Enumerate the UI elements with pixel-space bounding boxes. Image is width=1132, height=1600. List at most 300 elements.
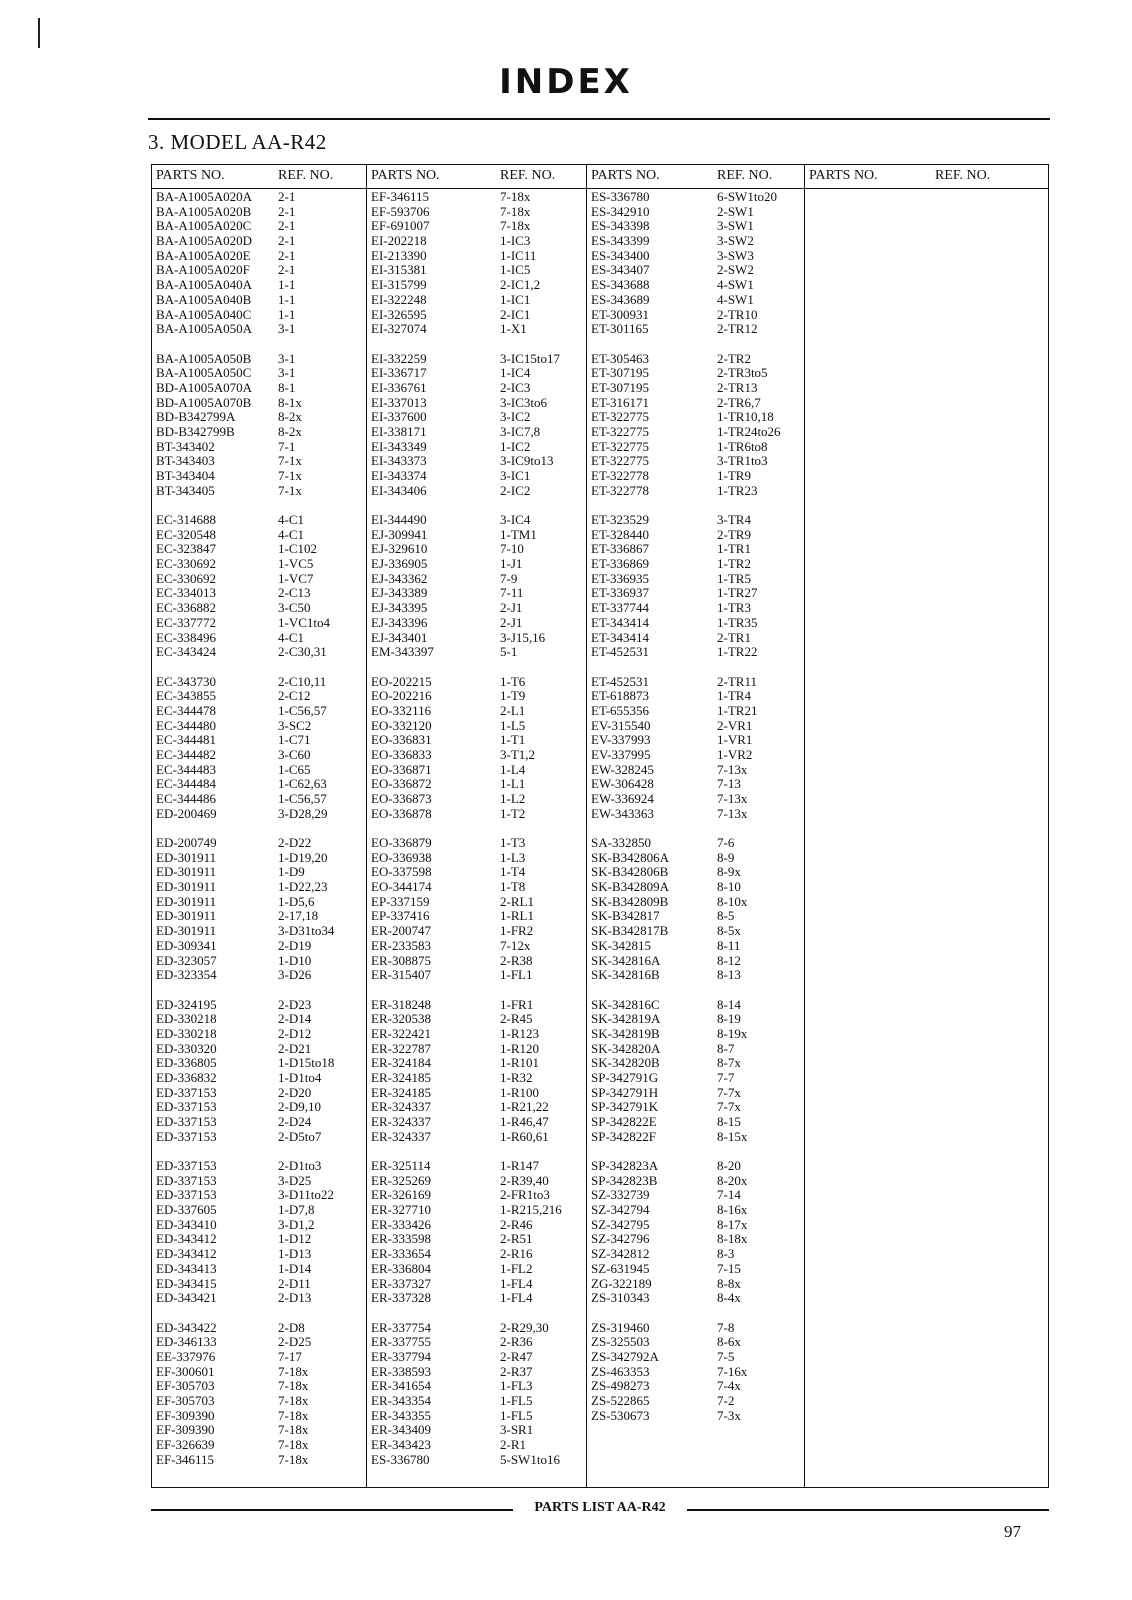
ref-no: 1-R100 xyxy=(500,1084,539,1100)
parts-no: EC-314688 xyxy=(156,512,216,527)
parts-row xyxy=(367,1027,586,1042)
parts-row xyxy=(152,880,366,895)
ref-no: 8-6x xyxy=(717,1334,741,1350)
parts-no: ED-337153 xyxy=(156,1114,217,1129)
column-header xyxy=(367,165,586,189)
parts-row xyxy=(587,322,804,337)
footer-label: PARTS LIST AA-R42 xyxy=(534,1500,666,1515)
parts-row xyxy=(367,601,586,616)
parts-no-header: PARTS NO. xyxy=(591,168,660,183)
parts-no: SK-342816A xyxy=(591,952,661,968)
ref-no: 7-13x xyxy=(717,805,748,821)
parts-no: EI-322248 xyxy=(371,291,427,307)
parts-group xyxy=(367,190,586,337)
parts-no: ZS-530673 xyxy=(591,1407,650,1423)
parts-row xyxy=(152,234,366,249)
ref-no: 7-18x xyxy=(500,218,531,234)
ref-no: 8-13 xyxy=(717,967,741,983)
parts-no: EJ-343389 xyxy=(371,585,428,601)
ref-no: 1-VR1 xyxy=(717,732,753,748)
parts-row xyxy=(152,807,366,822)
ref-no: 7-1x xyxy=(278,468,302,483)
parts-no: BD-A1005A070B xyxy=(156,394,252,410)
parts-group xyxy=(367,675,586,822)
ref-no: 7-1x xyxy=(278,453,302,469)
ref-no: 2-TR1 xyxy=(717,629,751,645)
parts-group xyxy=(367,352,586,499)
parts-no: SP-342823A xyxy=(591,1158,659,1173)
parts-row xyxy=(367,425,586,440)
parts-row xyxy=(367,1291,586,1306)
parts-row xyxy=(367,308,586,323)
parts-no: SK-B342809B xyxy=(591,893,669,909)
parts-no: SP-342791K xyxy=(591,1099,659,1115)
ref-no: 2-R38 xyxy=(500,952,533,968)
column-header xyxy=(805,165,1048,189)
parts-no: EO-202215 xyxy=(371,673,432,689)
parts-column-1 xyxy=(152,165,366,1487)
ref-no: 2-FR1to3 xyxy=(500,1187,550,1203)
ref-no: 3-1 xyxy=(278,365,296,381)
parts-no: ES-343398 xyxy=(591,218,650,234)
parts-no: SK-B342806B xyxy=(591,864,669,880)
ref-no: 8-15 xyxy=(717,1114,741,1129)
ref-no: 2-J1 xyxy=(500,600,523,616)
parts-row xyxy=(152,748,366,763)
ref-no: 1-R120 xyxy=(500,1040,539,1056)
parts-no: ER-318248 xyxy=(371,996,431,1012)
parts-no: EI-344490 xyxy=(371,512,427,527)
parts-no: EJ-343395 xyxy=(371,600,428,616)
ref-no: 1-X1 xyxy=(500,321,527,337)
ref-no: 8-7x xyxy=(717,1055,741,1071)
parts-row xyxy=(152,190,366,205)
parts-row xyxy=(367,1365,586,1380)
parts-no: ER-308875 xyxy=(371,952,431,968)
ref-no: 2-TR10 xyxy=(717,306,758,322)
parts-no: ET-322778 xyxy=(591,482,650,498)
ref-no: 1-D1to4 xyxy=(278,1069,322,1085)
parts-group xyxy=(367,998,586,1145)
ref-no: 1-R60,61 xyxy=(500,1128,549,1144)
ref-no: 2-1 xyxy=(278,247,296,263)
parts-row xyxy=(152,1232,366,1247)
ref-no: 1-J1 xyxy=(500,556,523,572)
ref-no: 1-FL4 xyxy=(500,1275,533,1291)
ref-no: 1-TR6to8 xyxy=(717,438,768,454)
ref-no: 8-11 xyxy=(717,937,741,953)
parts-row xyxy=(367,1218,586,1233)
ref-no: 5-1 xyxy=(500,644,518,660)
parts-no: ET-316171 xyxy=(591,394,650,410)
ref-no-header: REF. NO. xyxy=(935,168,991,183)
parts-row xyxy=(367,205,586,220)
parts-row xyxy=(587,1115,804,1130)
ref-no: 2-RL1 xyxy=(500,893,534,909)
ref-no: 2-R1 xyxy=(500,1437,526,1452)
parts-row xyxy=(587,542,804,557)
parts-row xyxy=(152,1291,366,1306)
ref-no: 3-SC2 xyxy=(278,717,312,733)
ref-no: 2-R47 xyxy=(500,1348,533,1364)
ref-no: 1-IC2 xyxy=(500,438,531,454)
parts-no: EO-336871 xyxy=(371,761,432,777)
parts-row xyxy=(152,513,366,528)
parts-row xyxy=(152,469,366,484)
section-heading: 3. MODEL AA-R42 xyxy=(148,130,327,154)
parts-no: EC-344484 xyxy=(156,776,216,792)
parts-no: BA-A1005A020D xyxy=(156,233,253,249)
parts-row xyxy=(152,572,366,587)
parts-row xyxy=(367,807,586,822)
parts-row xyxy=(587,689,804,704)
parts-row xyxy=(587,572,804,587)
parts-row xyxy=(587,1188,804,1203)
ref-no: 3-T1,2 xyxy=(500,746,536,762)
parts-row xyxy=(587,278,804,293)
ref-no: 3-IC3to6 xyxy=(500,394,547,410)
parts-row xyxy=(587,396,804,411)
parts-no: ES-342910 xyxy=(591,203,650,219)
ref-no: 2-IC1,2 xyxy=(500,277,541,293)
parts-row xyxy=(367,586,586,601)
parts-no: EF-691007 xyxy=(371,218,430,234)
ref-no: 2-IC2 xyxy=(500,482,531,498)
parts-no: ES-336780 xyxy=(591,189,650,204)
parts-row xyxy=(152,322,366,337)
parts-no: ED-337153 xyxy=(156,1187,217,1203)
parts-no: ER-333426 xyxy=(371,1216,431,1232)
parts-row xyxy=(367,880,586,895)
ref-no: 2-C12 xyxy=(278,688,311,704)
scan-mark xyxy=(38,18,40,48)
parts-row xyxy=(367,1247,586,1262)
ref-no: 1-FL3 xyxy=(500,1378,533,1394)
parts-row xyxy=(587,557,804,572)
ref-no: 1-L2 xyxy=(500,791,526,806)
parts-no: EC-343424 xyxy=(156,644,216,660)
parts-no: BA-A1005A040B xyxy=(156,291,252,307)
parts-row xyxy=(367,954,586,969)
parts-row xyxy=(587,1218,804,1233)
ref-no: 7-15 xyxy=(717,1260,741,1276)
ref-no: 8-16x xyxy=(717,1202,748,1218)
parts-no: ER-324337 xyxy=(371,1099,431,1115)
parts-row xyxy=(367,748,586,763)
parts-no: EO-344174 xyxy=(371,879,432,895)
parts-row xyxy=(587,998,804,1013)
parts-no: ET-300931 xyxy=(591,306,650,322)
parts-row xyxy=(367,1409,586,1424)
ref-no: 7-10 xyxy=(500,541,524,557)
ref-no: 3-D25 xyxy=(278,1172,312,1188)
parts-row xyxy=(367,1453,586,1468)
parts-row xyxy=(367,675,586,690)
parts-row xyxy=(587,777,804,792)
ref-no: 3-SW3 xyxy=(717,247,754,263)
parts-no: EI-327074 xyxy=(371,321,427,337)
parts-no: ED-343410 xyxy=(156,1216,217,1232)
parts-no: EJ-343401 xyxy=(371,629,428,645)
parts-no: ER-200747 xyxy=(371,923,431,939)
ref-no: 1-C102 xyxy=(278,541,317,557)
parts-row xyxy=(152,792,366,807)
parts-row xyxy=(367,352,586,367)
parts-row xyxy=(587,440,804,455)
parts-row xyxy=(587,909,804,924)
parts-no: EC-338496 xyxy=(156,629,216,645)
ref-no: 7-4x xyxy=(717,1378,741,1394)
parts-no-header: PARTS NO. xyxy=(156,168,225,183)
ref-no: 2-D8 xyxy=(278,1319,305,1335)
parts-no: BA-A1005A050A xyxy=(156,321,253,337)
ref-no: 2-C13 xyxy=(278,585,311,601)
parts-no: EV-315540 xyxy=(591,717,651,733)
ref-no: 3-IC15to17 xyxy=(500,350,560,366)
ref-no: 1-FL2 xyxy=(500,1260,533,1276)
parts-no: ED-301911 xyxy=(156,923,217,939)
ref-no: 8-12 xyxy=(717,952,741,968)
ref-no: 8-17x xyxy=(717,1216,748,1232)
parts-no: EI-315381 xyxy=(371,262,427,278)
parts-no: EO-202216 xyxy=(371,688,432,704)
parts-row xyxy=(152,909,366,924)
parts-row xyxy=(587,733,804,748)
parts-no: EI-343374 xyxy=(371,468,427,483)
parts-no: ES-343689 xyxy=(591,291,650,307)
parts-row xyxy=(152,557,366,572)
parts-group xyxy=(152,1321,366,1468)
ref-no: 2-D11 xyxy=(278,1275,311,1291)
parts-row xyxy=(587,263,804,278)
parts-no: ZS-498273 xyxy=(591,1378,650,1394)
parts-row xyxy=(152,704,366,719)
parts-no: EC-334013 xyxy=(156,585,216,601)
parts-no: ED-337153 xyxy=(156,1099,217,1115)
parts-row xyxy=(152,352,366,367)
parts-row xyxy=(367,1335,586,1350)
ref-no: 1-C56,57 xyxy=(278,791,327,806)
ref-no: 1-R147 xyxy=(500,1158,539,1173)
ref-no: 1-IC11 xyxy=(500,247,537,263)
parts-row xyxy=(152,484,366,499)
parts-no: SP-342791H xyxy=(591,1084,659,1100)
parts-index-table xyxy=(151,164,1049,1488)
ref-no: 3-C50 xyxy=(278,600,311,616)
parts-no: ER-333598 xyxy=(371,1231,431,1247)
ref-no: 4-C1 xyxy=(278,512,304,527)
parts-no: EJ-329610 xyxy=(371,541,428,557)
parts-row xyxy=(587,366,804,381)
ref-no: 7-18x xyxy=(278,1437,309,1452)
parts-no: ET-618873 xyxy=(591,688,650,704)
ref-no: 2-L1 xyxy=(500,702,526,718)
parts-row xyxy=(367,1012,586,1027)
parts-no: SK-B342817 xyxy=(591,908,660,924)
parts-no: ES-343407 xyxy=(591,262,650,278)
parts-row xyxy=(152,425,366,440)
parts-no: EW-306428 xyxy=(591,776,654,792)
parts-row xyxy=(152,939,366,954)
parts-row xyxy=(367,939,586,954)
parts-no: ER-325114 xyxy=(371,1158,431,1173)
parts-no: SZ-342795 xyxy=(591,1216,650,1232)
parts-no: ER-322787 xyxy=(371,1040,431,1056)
ref-no: 7-6 xyxy=(717,835,735,850)
parts-no: EI-202218 xyxy=(371,233,427,249)
parts-row xyxy=(367,396,586,411)
parts-no: ER-320538 xyxy=(371,1011,431,1027)
parts-row xyxy=(367,572,586,587)
parts-row xyxy=(152,1335,366,1350)
parts-no: ET-343414 xyxy=(591,614,650,630)
parts-row xyxy=(152,895,366,910)
ref-no: 3-IC7,8 xyxy=(500,423,541,439)
parts-no: EI-336717 xyxy=(371,365,427,381)
ref-no: 1-T4 xyxy=(500,864,526,880)
parts-row xyxy=(587,880,804,895)
ref-no: 2-IC3 xyxy=(500,379,531,395)
parts-row xyxy=(367,542,586,557)
parts-no: EC-343730 xyxy=(156,673,216,689)
parts-no: SK-342819A xyxy=(591,1011,661,1027)
parts-row xyxy=(587,425,804,440)
parts-row xyxy=(587,704,804,719)
ref-no: 3-IC2 xyxy=(500,409,531,425)
ref-no: 2-TR6,7 xyxy=(717,394,761,410)
parts-no: ED-343412 xyxy=(156,1246,217,1262)
parts-row xyxy=(367,293,586,308)
parts-row xyxy=(152,968,366,983)
parts-row xyxy=(152,1321,366,1336)
parts-row xyxy=(587,190,804,205)
ref-no: 7-7x xyxy=(717,1099,741,1115)
parts-row xyxy=(152,249,366,264)
parts-no: ES-343400 xyxy=(591,247,650,263)
parts-no: ER-324337 xyxy=(371,1114,431,1129)
ref-no: 7-18x xyxy=(500,189,531,204)
ref-no: 7-18x xyxy=(278,1407,309,1423)
parts-row xyxy=(367,1086,586,1101)
ref-no: 2-17,18 xyxy=(278,908,319,924)
parts-row xyxy=(587,675,804,690)
footer xyxy=(151,1499,1049,1519)
parts-no: ED-200469 xyxy=(156,805,217,821)
ref-no: 1-IC1 xyxy=(500,291,531,307)
parts-no: EJ-343362 xyxy=(371,570,428,586)
parts-row xyxy=(152,1115,366,1130)
parts-row xyxy=(152,1027,366,1042)
parts-no: EW-336924 xyxy=(591,791,654,806)
parts-row xyxy=(367,528,586,543)
ref-no: 2-TR2 xyxy=(717,350,751,366)
parts-row xyxy=(587,792,804,807)
parts-row xyxy=(152,542,366,557)
parts-row xyxy=(587,1056,804,1071)
parts-no: BA-A1005A020E xyxy=(156,247,251,263)
parts-row xyxy=(367,1130,586,1145)
parts-row xyxy=(367,763,586,778)
parts-no: EO-336938 xyxy=(371,849,432,865)
parts-row xyxy=(152,219,366,234)
parts-no: ED-200749 xyxy=(156,835,217,850)
ref-no: 1-TR5 xyxy=(717,570,751,586)
parts-row xyxy=(587,763,804,778)
parts-no: ER-343409 xyxy=(371,1422,431,1438)
parts-row xyxy=(587,954,804,969)
ref-no: 2-IC1 xyxy=(500,306,531,322)
ref-no: 2-TR3to5 xyxy=(717,365,768,381)
parts-row xyxy=(587,895,804,910)
parts-no: EP-337159 xyxy=(371,893,430,909)
ref-no: 2-1 xyxy=(278,233,296,249)
parts-row xyxy=(367,645,586,660)
parts-row xyxy=(367,322,586,337)
parts-row xyxy=(367,1379,586,1394)
parts-row xyxy=(152,1262,366,1277)
parts-row xyxy=(152,954,366,969)
parts-no: ZS-463353 xyxy=(591,1363,650,1379)
parts-row xyxy=(152,601,366,616)
ref-no: 2-D22 xyxy=(278,835,312,850)
ref-no: 8-3 xyxy=(717,1246,735,1262)
parts-no: EF-309390 xyxy=(156,1422,215,1438)
parts-row xyxy=(152,616,366,631)
ref-no: 7-16x xyxy=(717,1363,748,1379)
ref-no: 4-C1 xyxy=(278,526,304,542)
parts-no: ER-336804 xyxy=(371,1260,431,1276)
parts-row xyxy=(587,1159,804,1174)
parts-row xyxy=(367,1071,586,1086)
ref-no: 2-D21 xyxy=(278,1040,312,1056)
parts-no: EC-330692 xyxy=(156,556,216,572)
ref-no: 7-8 xyxy=(717,1319,735,1335)
parts-no: ER-338593 xyxy=(371,1363,431,1379)
ref-no: 1-1 xyxy=(278,277,296,293)
ref-no: 8-9x xyxy=(717,864,741,880)
parts-no: SZ-332739 xyxy=(591,1187,650,1203)
parts-no: EC-320548 xyxy=(156,526,216,542)
parts-no: ED-323354 xyxy=(156,967,217,983)
parts-group xyxy=(367,1159,586,1306)
ref-no: 2-1 xyxy=(278,262,296,278)
parts-row xyxy=(152,278,366,293)
parts-no: EI-343406 xyxy=(371,482,427,498)
parts-no: SZ-631945 xyxy=(591,1260,650,1276)
ref-no: 6-SW1to20 xyxy=(717,189,777,204)
parts-group xyxy=(587,190,804,337)
ref-no: 1-IC4 xyxy=(500,365,531,381)
parts-row xyxy=(587,631,804,646)
parts-row xyxy=(367,1277,586,1292)
ref-no: 1-FL1 xyxy=(500,967,533,983)
ref-no: 8-10 xyxy=(717,879,741,895)
ref-no: 1-TR24to26 xyxy=(717,423,781,439)
ref-no-header: REF. NO. xyxy=(278,168,334,183)
parts-no: EF-346115 xyxy=(156,1451,215,1467)
ref-no: 1-FR2 xyxy=(500,923,534,939)
parts-no: ED-343421 xyxy=(156,1290,217,1306)
ref-no: 1-R21,22 xyxy=(500,1099,549,1115)
parts-no: EI-337013 xyxy=(371,394,427,410)
parts-row xyxy=(367,909,586,924)
parts-no: BA-A1005A050B xyxy=(156,350,252,366)
ref-no: 1-R32 xyxy=(500,1069,533,1085)
parts-no: SP-342823B xyxy=(591,1172,658,1188)
parts-row xyxy=(587,1042,804,1057)
parts-no: EC-344482 xyxy=(156,746,216,762)
parts-no: EO-332116 xyxy=(371,702,432,718)
